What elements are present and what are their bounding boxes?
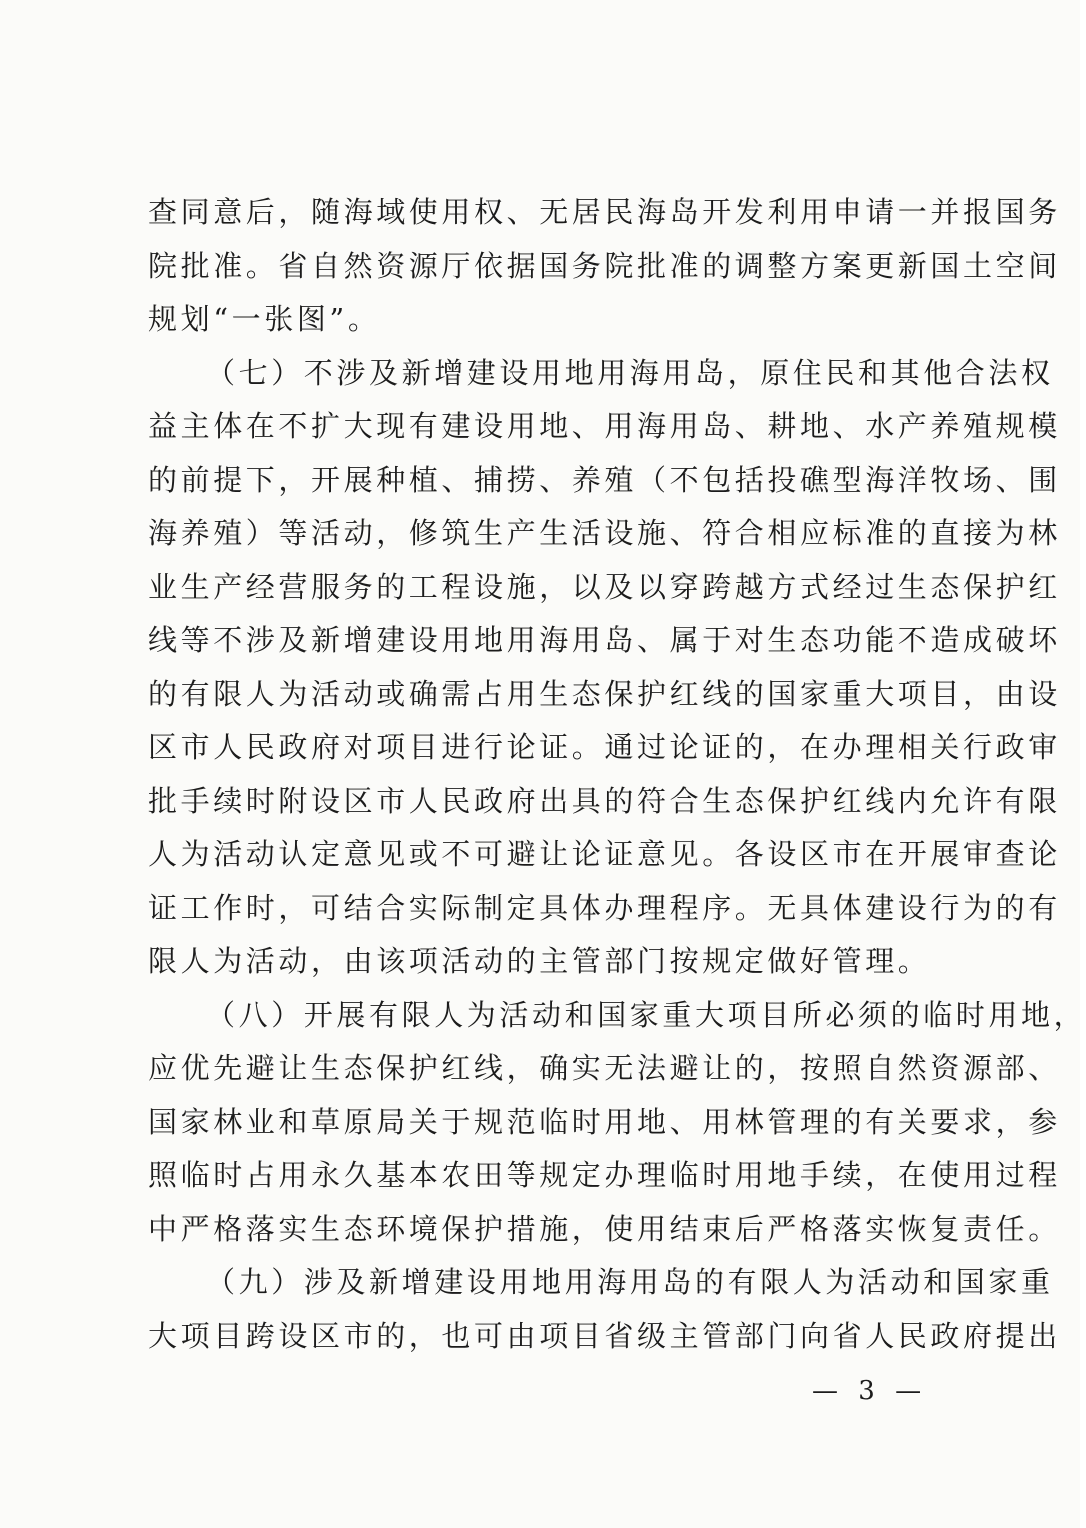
text-line: 批手续时附设区市人民政府出具的符合生态保护红线内允许有限 — [148, 783, 1061, 818]
text-line: 院批准。省自然资源厅依据国务院批准的调整方案更新国土空间 — [148, 248, 1061, 283]
text-line: 查同意后，随海域使用权、无居民海岛开发利用申请一并报国务 — [148, 195, 1061, 229]
text-line: 证工作时，可结合实际制定具体办理程序。无具体建设行为的有 — [148, 890, 1061, 925]
text-line: 海养殖）等活动，修筑生产生活设施、符合相应标准的直接为林 — [148, 516, 1061, 550]
text-line: 人为活动认定意见或不可避让论证意见。各设区市在开展审查论 — [148, 837, 1061, 871]
text-line: 限人为活动，由该项活动的主管部门按规定做好管理。 — [148, 944, 931, 978]
body-text — [148, 186, 1086, 1363]
paragraph-8-first-line: （八）开展有限人为活动和国家重大项目所必须的临时用地， — [206, 997, 1086, 1032]
text-line: 区市人民政府对项目进行论证。通过论证的，在办理相关行政审 — [148, 730, 1061, 764]
text-line: 中严格落实生态环境保护措施，使用结束后严格落实恢复责任。 — [148, 1211, 1061, 1246]
text-line: 规划“一张图”。 — [148, 302, 381, 336]
text-line: 大项目跨设区市的，也可由项目省级主管部门向省人民政府提出 — [148, 1318, 1061, 1353]
text-line: 国家林业和草原局关于规范临时用地、用林管理的有关要求，参 — [148, 1104, 1061, 1139]
text-line: 照临时占用永久基本农田等规定办理临时用地手续，在使用过程 — [148, 1158, 1061, 1192]
paragraph-9-first-line: （九）涉及新增建设用地用海用岛的有限人为活动和国家重 — [206, 1265, 1054, 1299]
text-line: 业生产经营服务的工程设施，以及以穿跨越方式经过生态保护红 — [148, 569, 1061, 604]
text-line: 线等不涉及新增建设用地用海用岛、属于对生态功能不造成破坏 — [148, 623, 1061, 657]
text-line: 的有限人为活动或确需占用生态保护红线的国家重大项目，由设 — [148, 676, 1061, 711]
paragraph-7-first-line: （七）不涉及新增建设用地用海用岛，原住民和其他合法权 — [206, 355, 1054, 390]
page-number: — 3 — — [812, 1376, 928, 1406]
text-line: 益主体在不扩大现有建设用地、用海用岛、耕地、水产养殖规模 — [148, 409, 1061, 443]
text-line: 的前提下，开展种植、捕捞、养殖（不包括投礁型海洋牧场、围 — [148, 462, 1061, 497]
text-line: 应优先避让生态保护红线，确实无法避让的，按照自然资源部、 — [148, 1051, 1061, 1085]
